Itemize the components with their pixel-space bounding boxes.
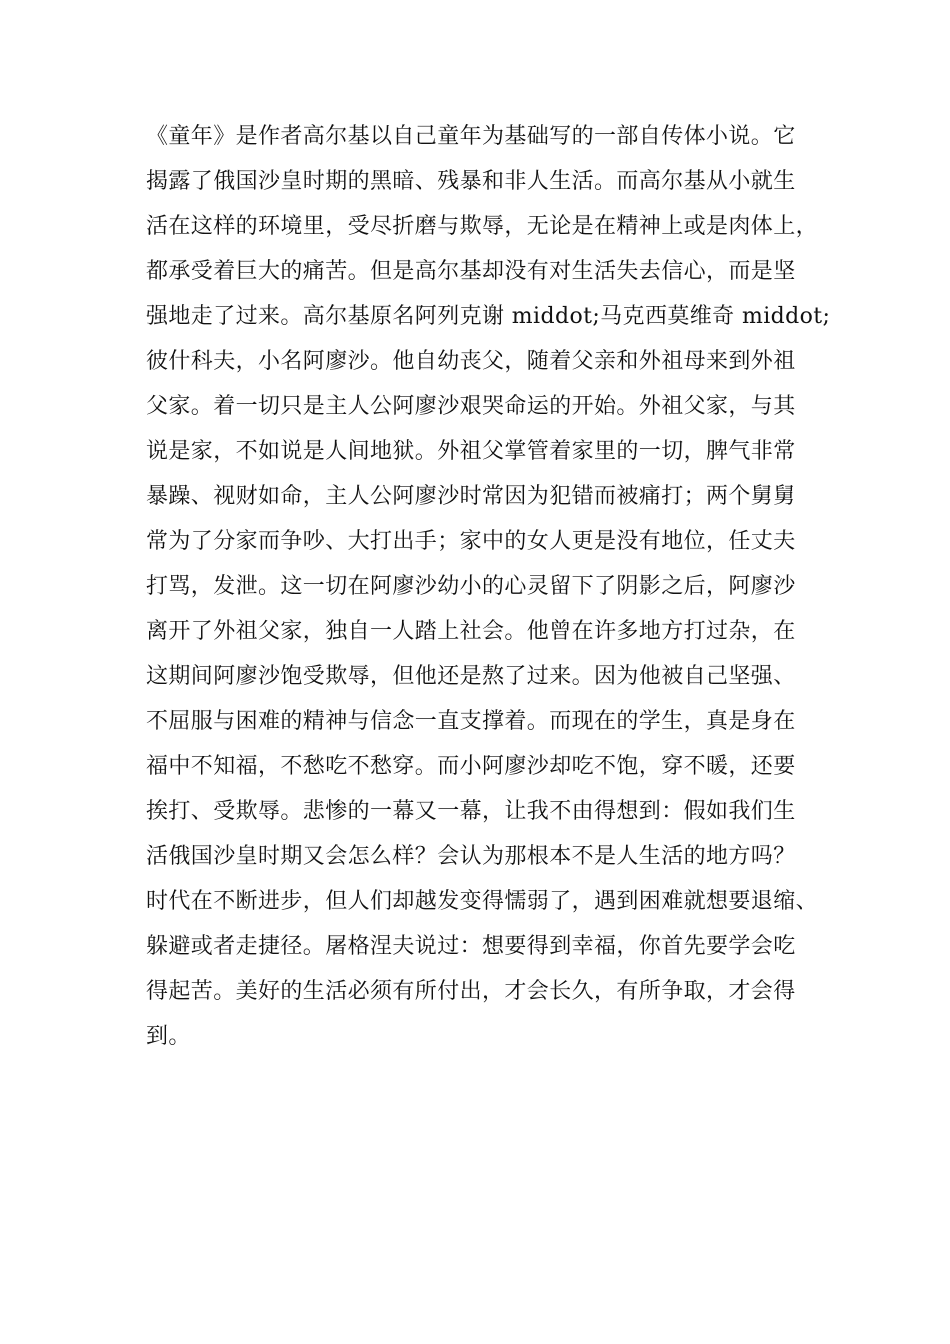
text-line: 得起苦。美好的生活必须有所付出，才会长久，有所争取，才会得 <box>146 979 796 1004</box>
text-line: 福中不知福，不愁吃不愁穿。而小阿廖沙却吃不饱，穿不暖，还要 <box>146 754 796 779</box>
text-line: 常为了分家而争吵、大打出手；家中的女人更是没有地位，任丈夫 <box>146 529 796 554</box>
text-line: 这期间阿廖沙饱受欺辱，但他还是熬了过来。因为他被自己坚强、 <box>146 664 796 689</box>
text-line: 父家。着一切只是主人公阿廖沙艰哭命运的开始。外祖父家，与其 <box>146 394 796 419</box>
text-line: 《童年》是作者高尔基以自己童年为基础写的一部自传体小说。它 <box>146 124 796 149</box>
text-line: 到。 <box>146 1024 191 1049</box>
text-line: 挨打、受欺辱。悲惨的一幕又一幕，让我不由得想到：假如我们生 <box>146 799 796 824</box>
text-line: 都承受着巨大的痛苦。但是高尔基却没有对生活失去信心，而是坚 <box>146 259 796 284</box>
text-line: 躲避或者走捷径。屠格涅夫说过：想要得到幸福，你首先要学会吃 <box>146 934 796 959</box>
text-line: 活在这样的环境里，受尽折磨与欺辱，无论是在精神上或是肉体上， <box>146 214 819 239</box>
text-line: 离开了外祖父家，独自一人踏上社会。他曾在许多地方打过杂，在 <box>146 619 796 644</box>
text-line: 暴躁、视财如命，主人公阿廖沙时常因为犯错而被痛打；两个舅舅 <box>146 484 796 509</box>
text-line: 不屈服与困难的精神与信念一直支撑着。而现在的学生，真是身在 <box>146 709 796 734</box>
text-line: 打骂，发泄。这一切在阿廖沙幼小的心灵留下了阴影之后，阿廖沙 <box>146 574 796 599</box>
text-line: 揭露了俄国沙皇时期的黑暗、残暴和非人生活。而高尔基从小就生 <box>146 169 796 194</box>
text-line: 时代在不断进步，但人们却越发变得懦弱了，遇到困难就想要退缩、 <box>146 889 819 914</box>
text-line: 说是家，不如说是人间地狱。外祖父掌管着家里的一切，脾气非常 <box>146 439 796 464</box>
text-line: 彼什科夫，小名阿廖沙。他自幼丧父，随着父亲和外祖母来到外祖 <box>146 349 796 374</box>
text-line: 强地走了过来。高尔基原名阿列克谢 middot;马克西莫维奇 middot; <box>146 304 831 329</box>
text-line: 活俄国沙皇时期又会怎么样？会认为那根本不是人生活的地方吗？ <box>146 844 796 869</box>
body-paragraph <box>146 114 836 1059</box>
